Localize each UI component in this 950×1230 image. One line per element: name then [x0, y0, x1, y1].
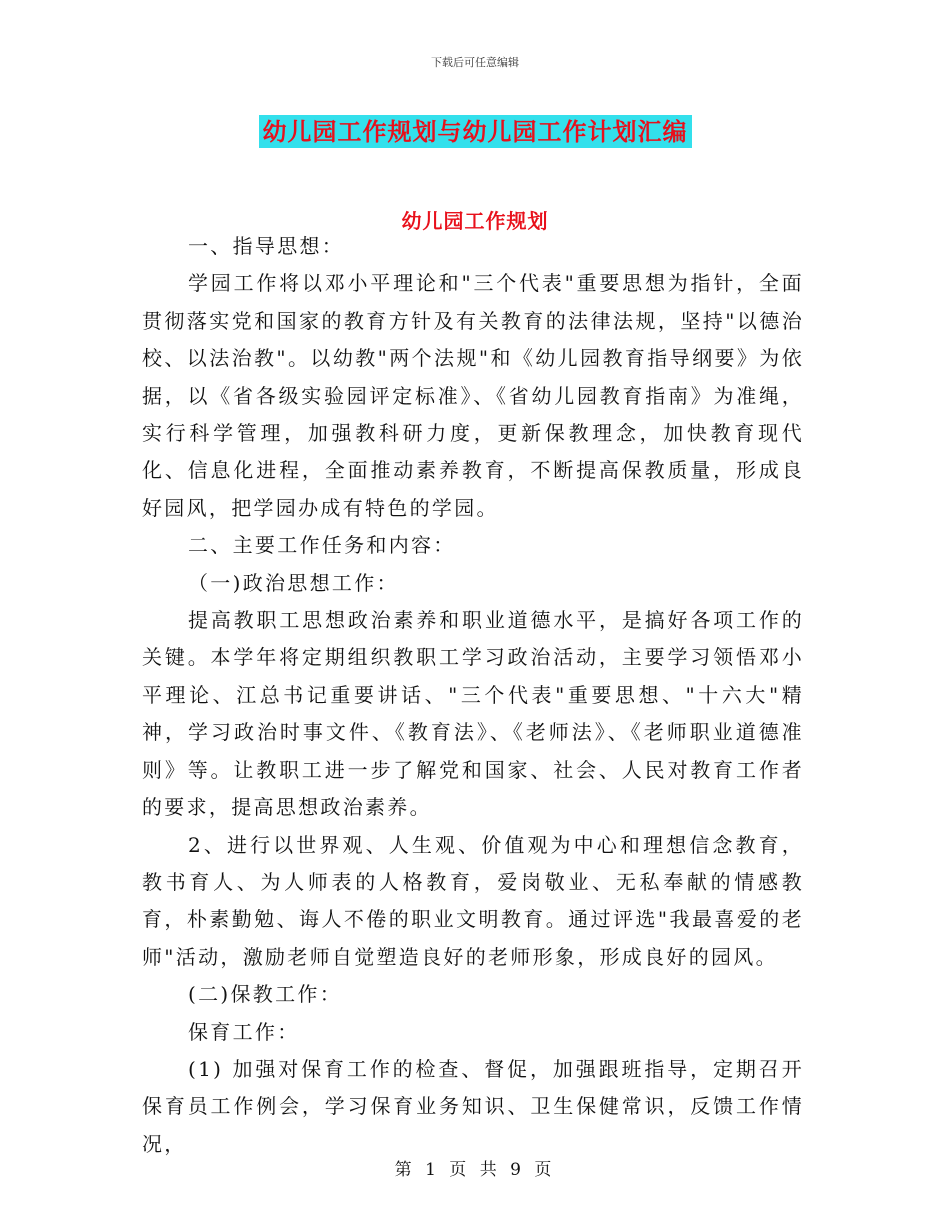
document-title-text: 幼儿园工作规划与幼儿园工作计划汇编	[259, 115, 692, 148]
paragraph-care-item-1: (1) 加强对保育工作的检查、督促，加强跟班指导，定期召开保育员工作例会，学习保育业务知识、卫生保健常识，反馈工作情况，	[142, 1056, 804, 1156]
section-title: 幼儿园工作规划	[401, 209, 549, 233]
page-footer: 第 1 页 共 9 页	[394, 1160, 556, 1180]
paragraph-values-education: 2、进行以世界观、人生观、价值观为中心和理想信念教育，教书育人、为人师表的人格教育，爱岗敬业、无私奉献的情感教育，朴素勤勉、诲人不倦的职业文明教育。通过评选"我最喜爱的老师"活动，激励老师自觉塑造良好的老师形象，形成良好的园风。	[142, 832, 804, 969]
heading-guiding-ideology: 一、指导思想：	[188, 234, 345, 258]
heading-care-work: 保育工作：	[188, 1019, 300, 1044]
heading-political-work: （一)政治思想工作：	[188, 570, 399, 595]
header-note: 下载后可任意编辑	[431, 56, 519, 69]
heading-care-education: (二)保教工作：	[188, 982, 343, 1007]
paragraph-political-work: 提高教职工思想政治素养和职业道德水平，是搞好各项工作的关键。本学年将定期组织教职工学习政治活动，主要学习领悟邓小平理论、江总书记重要讲话、"三个代表"重要思想、"十六大"精神，学习政治时事文件、《教育法》、《老师法》、《老师职业道德准则》等。让教职工进一步了解党和国家、社会、人民对教育工作者的要求，提高思想政治素养。	[142, 608, 804, 820]
document-body	[142, 228, 804, 1163]
paragraph-guiding-ideology: 学园工作将以邓小平理论和"三个代表"重要思想为指针，全面贯彻落实党和国家的教育方针及有关教育的法律法规，坚持"以德治校、以法治教"。以幼教"两个法规"和《幼儿园教育指导纲要》为依据，以《省各级实验园评定标准》、《省幼儿园教育指南》为准绳，实行科学管理，加强教科研力度，更新保教理念，加快教育现代化、信息化进程，全面推动素养教育，不断提高保教质量，形成良好园风，把学园办成有特色的学园。	[142, 271, 804, 520]
heading-main-tasks: 二、主要工作任务和内容：	[188, 533, 456, 558]
document-title	[0, 112, 950, 147]
